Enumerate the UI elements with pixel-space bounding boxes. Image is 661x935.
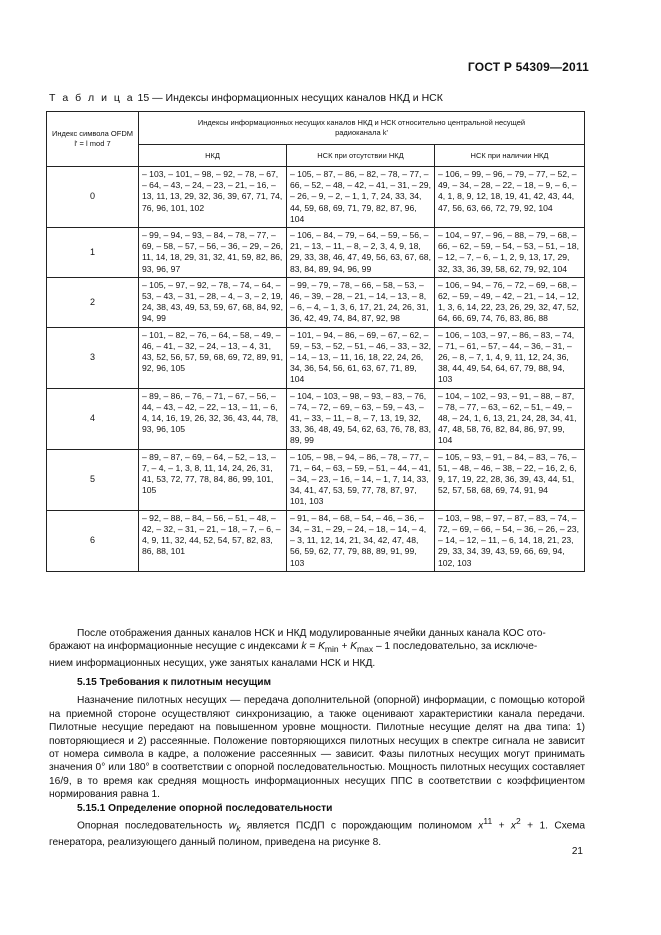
cell-nsk-with-nkd: – 104, – 97, – 96, – 88, – 79, – 68, – 66, – 62, – 59, – 54, – 53, – 51, – 18, – 12, – 7, – 6, – 1, 2, 9, 13, 17, 29, 32, 33, 36, 39, 58, 62, 79, 92, 104 [435, 228, 585, 278]
cell-nsk-with-nkd: – 106, – 103, – 97, – 86, – 83, – 74, – 71, – 61, – 57, – 44, – 36, – 31, – 26, – 8, – 7, 1, 4, 9, 11, 12, 24, 36, 38, 44, 49, 54, 64, 67, 79, 88, 94, 103 [435, 327, 585, 388]
row-index: 5 [47, 449, 139, 510]
table-caption [49, 92, 443, 104]
after-table-line-1: После отображения данных каналов НСК и НКД модулированные ячейки данных канала КОС ото- [77, 628, 546, 639]
cell-nsk-with-nkd: – 106, – 94, – 76, – 72, – 69, – 68, – 62, – 59, – 49, – 42, – 21, – 14, – 12, 1, 3, 6, 14, 22, 23, 26, 29, 32, 47, 52, 64, 66, 69, 74, 76, 83, 86, 88 [435, 277, 585, 327]
text-span: + [492, 820, 511, 832]
section-heading-5-15-1: 5.15.1 Определение опорной последовательности [77, 802, 333, 814]
col-header-symbol-index: Индекс символа OFDM l' = l mod 7 [47, 112, 139, 167]
cell-nsk-without-nkd: – 105, – 87, – 86, – 82, – 78, – 77, – 66, – 52, – 48, – 42, – 41, – 31, – 29, – 26, – 9, – 2, – 1, 1, 7, 24, 33, 34, 44, 59, 68, 69, 71, 79, 82, 87, 96, 104 [287, 167, 435, 228]
cell-nsk-without-nkd: – 101, – 94, – 86, – 69, – 67, – 62, – 59, – 53, – 52, – 51, – 46, – 33, – 32, – 14, – 13, – 11, 16, 18, 22, 24, 26, 34, 36, 54, 56, 61, 63, 67, 71, 89, 104 [287, 327, 435, 388]
formula-x2: x [510, 820, 517, 832]
col-header-nsk-with-nkd: НСК при наличии НКД [435, 145, 585, 167]
section-heading-5-15: 5.15 Требования к пилотным несущим [77, 677, 272, 688]
table-row [47, 277, 585, 327]
formula-w: w [228, 820, 237, 832]
row-index: 3 [47, 327, 139, 388]
table-row [47, 388, 585, 449]
row-index: 4 [47, 388, 139, 449]
cell-nsk-without-nkd: – 105, – 98, – 94, – 86, – 78, – 77, – 71, – 64, – 63, – 59, – 51, – 44, – 41, – 34, – 23, – 16, – 14, – 1, 7, 14, 33, 34, 41, 47, 53, 59, 77, 78, 87, 97, 101, 103 [287, 449, 435, 510]
page-number: 21 [571, 846, 583, 857]
formula-k: k [301, 641, 307, 653]
cell-nkd: – 92, – 88, – 84, – 56, – 51, – 48, – 42, – 32, – 31, – 21, – 18, – 7, – 6, – 4, 9, 11, 32, 44, 52, 54, 57, 82, 83, 86, 88, 101 [139, 510, 287, 571]
row-index: 2 [47, 277, 139, 327]
cell-nkd: – 99, – 94, – 93, – 84, – 78, – 77, – 69, – 58, – 57, – 56, – 36, – 29, – 26, 11, 14, 18, 29, 31, 32, 41, 59, 82, 86, 93, 96, 97 [139, 228, 287, 278]
col-header-nkd: НКД [139, 145, 287, 167]
table-row [47, 228, 585, 278]
formula-x: x [478, 820, 484, 832]
text-span: + 1. Схема генератора, реализующего данный полином, приведена на рисунке 8. [49, 820, 586, 848]
formula-exp-2: 2 [516, 816, 521, 827]
row-index: 6 [47, 510, 139, 571]
formula-plus: + [338, 641, 351, 653]
formula-K-max: K [350, 641, 358, 653]
text-span: Опорная последовательность [77, 820, 229, 832]
col-header-group: Индексы информационных несущих каналов НКД и НСК относительно центральной несущей радиоканала k' [139, 112, 585, 145]
after-table-paragraph [49, 627, 585, 670]
cell-nsk-without-nkd: – 106, – 84, – 79, – 64, – 59, – 56, – 21, – 13, – 11, – 8, – 2, 3, 4, 9, 18, 29, 33, 38, 46, 47, 49, 56, 63, 67, 68, 83, 84, 89, 94, 96, 99 [287, 228, 435, 278]
cell-nkd: – 89, – 87, – 69, – 64, – 52, – 13, – 7, – 4, – 1, 3, 8, 11, 14, 24, 26, 31, 41, 53, 72, 77, 78, 84, 86, 99, 101, 105 [139, 449, 287, 510]
table-row [47, 510, 585, 571]
cell-nsk-without-nkd: – 104, – 103, – 98, – 93, – 83, – 76, – 74, – 72, – 69, – 63, – 59, – 43, – 41, – 33, – 11, – 8, – 7, 13, 19, 32, 33, 36, 48, 49, 54, 62, 63, 76, 78, 83, 89, 99 [287, 388, 435, 449]
section-5-15-paragraph: Назначение пилотных несущих — передача дополнительной (опорной) информации, с помощью которой на приемной стороне осуществляют синхронизацию, а также оценивают характеристики канала передачи. Пилотные несущие передают на повышенном уровне мощности. Пилотные несущие делят на два типа: 1) повторяющиеся и 2) рассеянные. Положение повторяющихся пилотных несущих в спектре сигнала не зависит от номера символа в кадре, а положение рассеянных — зависит. Фазы пилотных несущих могут принимать значения 0° или 180° в соответствии с опорной последовательностью. Мощность пилотных несущих составляет 16/9, в то время как средняя мощность информационных несущих ППС в соответствии с коэффициентом нормирования равна 1. [49, 695, 585, 801]
standard-code: ГОСТ Р 54309—2011 [467, 60, 589, 74]
formula-exp-11: 11 [483, 816, 493, 827]
table-row [47, 449, 585, 510]
cell-nkd: – 89, – 86, – 76, – 71, – 67, – 56, – 44, – 43, – 42, – 22, – 13, – 11, – 6, 4, 14, 16, 19, 26, 32, 36, 43, 44, 78, 93, 96, 105 [139, 388, 287, 449]
text-span: является ПСДП с порождающим полиномом [240, 820, 479, 832]
section-5-15-1-paragraph [49, 815, 585, 849]
formula-eq: = [306, 641, 319, 653]
cell-nkd: – 105, – 97, – 92, – 78, – 74, – 64, – 53, – 43, – 31, – 28, – 4, – 3, – 2, 19, 24, 38, 43, 49, 53, 59, 67, 68, 84, 92, 94, 99 [139, 277, 287, 327]
formula-max: max [357, 644, 374, 655]
formula-w-sub: k [236, 823, 241, 834]
row-index: 1 [47, 228, 139, 278]
after-table-line-2: бражают на информационные несущие с индексами [49, 641, 302, 653]
cell-nsk-with-nkd: – 105, – 93, – 91, – 84, – 83, – 76, – 51, – 48, – 46, – 38, – 22, – 16, 2, 6, 9, 17, 19, 22, 28, 36, 39, 43, 44, 51, 52, 57, 58, 68, 69, 74, 91, 94 [435, 449, 585, 510]
after-table-line-3: нием информационных несущих, уже занятых каналами НСК и НКД. [49, 657, 376, 669]
cell-nsk-with-nkd: – 103, – 98, – 97, – 87, – 83, – 74, – 72, – 69, – 66, – 54, – 36, – 26, – 23, – 14, – 12, – 11, – 6, 14, 18, 21, 23, 29, 33, 34, 39, 43, 59, 66, 69, 94, 102, 103 [435, 510, 585, 571]
table-caption-prefix: Т а б л и ц а [49, 92, 135, 104]
table-caption-text: 15 — Индексы информационных несущих каналов НКД и НСК [134, 92, 443, 104]
table-row [47, 167, 585, 228]
cell-nkd: – 101, – 82, – 76, – 64, – 58, – 49, – 46, – 41, – 32, – 24, – 13, – 4, 31, 43, 52, 56, 57, 59, 68, 69, 72, 89, 91, 92, 96, 105 [139, 327, 287, 388]
cell-nsk-without-nkd: – 91, – 84, – 68, – 54, – 46, – 36, – 34, – 31, – 29, – 24, – 18, – 14, – 4, – 3, 11, 12, 14, 21, 34, 42, 47, 48, 56, 59, 62, 77, 79, 88, 89, 91, 99, 103 [287, 510, 435, 571]
cell-nkd: – 103, – 101, – 98, – 92, – 78, – 67, – 64, – 43, – 24, – 23, – 21, – 16, – 13, 11, 13, 29, 32, 36, 39, 67, 71, 74, 76, 96, 101, 102 [139, 167, 287, 228]
cell-nsk-without-nkd: – 99, – 79, – 78, – 66, – 58, – 53, – 46, – 39, – 28, – 21, – 14, – 13, – 8, – 6, – 4, – 1, 3, 6, 17, 21, 24, 26, 31, 36, 42, 49, 74, 84, 87, 92, 98 [287, 277, 435, 327]
cell-nsk-with-nkd: – 104, – 102, – 93, – 91, – 88, – 87, – 78, – 77, – 63, – 62, – 51, – 49, – 48, – 24, 1, 6, 13, 21, 24, 28, 34, 41, 47, 48, 58, 76, 82, 84, 86, 97, 99, 104 [435, 388, 585, 449]
table-row [47, 327, 585, 388]
after-table-line-2-end: – 1 последовательно, за исключе- [373, 641, 538, 653]
cell-nsk-with-nkd: – 106, – 99, – 96, – 79, – 77, – 52, – 49, – 34, – 28, – 22, – 18, – 9, – 6, – 4, 1, 8, 9, 12, 18, 19, 41, 42, 43, 44, 47, 56, 63, 66, 72, 79, 92, 104 [435, 167, 585, 228]
section-5-15 [49, 676, 585, 849]
formula-min: min [324, 644, 339, 655]
col-header-nsk-without-nkd: НСК при отсутствии НКД [287, 145, 435, 167]
carrier-index-table [46, 111, 585, 572]
formula-K-min: K [318, 641, 325, 653]
row-index: 0 [47, 167, 139, 228]
